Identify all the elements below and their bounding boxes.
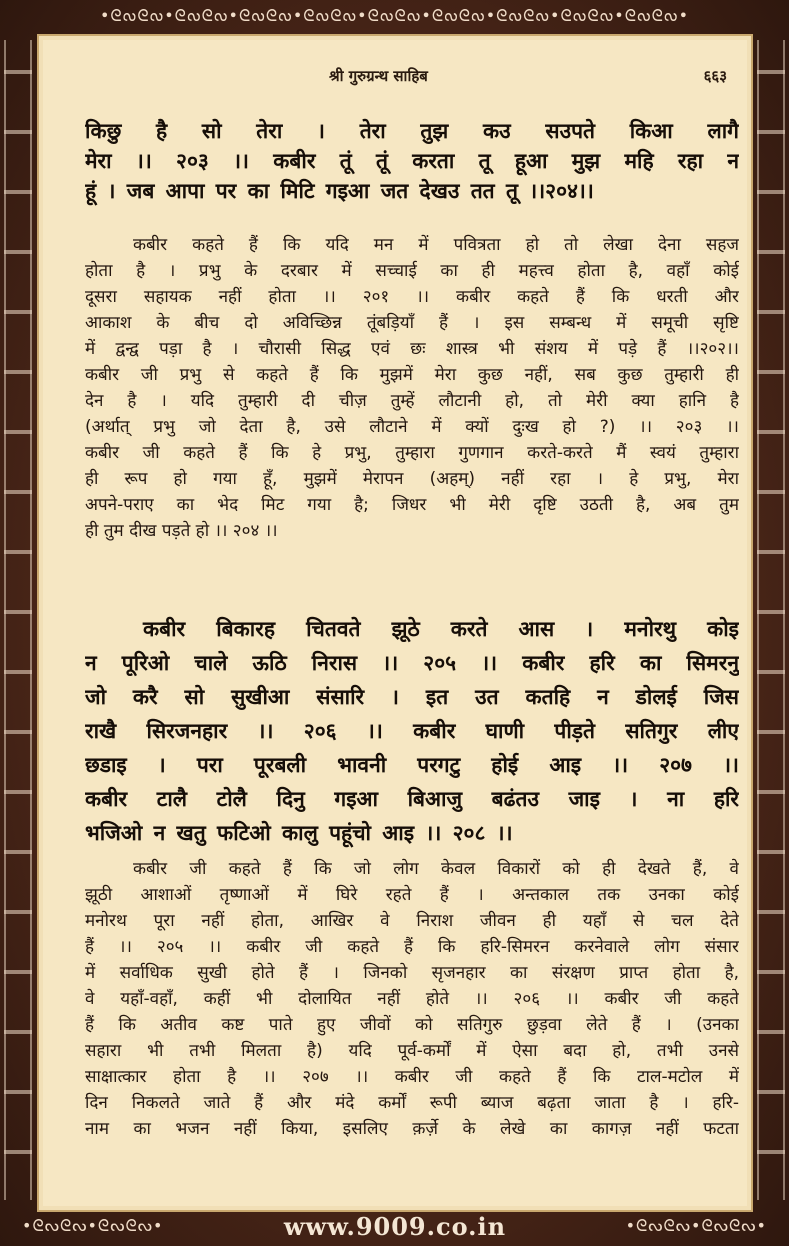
commentary-2 (85, 856, 739, 1142)
commentary-line: देन है । यदि तुम्हारी दी चीज़ तुम्हें लौटानी हो, तो मेरी क्या हानि है (85, 391, 739, 411)
verse-line: न पूरिओ चाले ऊठि निरास ।। २०५ ।। कबीर हरि का सिमरनु (85, 651, 739, 675)
verse-line: भजिओ न खतु फटिओ कालु पहूंचो आइ ।। २०८ ।। (85, 821, 513, 845)
commentary-line: दूसरा सहायक नहीं होता ।। २०१ ।। कबीर कहते हैं कि धरती और (85, 287, 739, 307)
verse-line: कबीर बिकारह चितवते झूठे करते आस । मनोरथु कोइ (143, 617, 739, 641)
footer-ornament-left: •ᘓᔓᘓᔓ•ᘓᔓᘓᔓ• (22, 1216, 164, 1235)
commentary-line: अपने-पराए का भेद मिट गया है; जिधर भी मेरी दृष्टि उठती है, अब तुम (85, 495, 739, 515)
page-header (39, 66, 755, 92)
right-border-ornament (757, 40, 785, 1200)
top-border-ornament: •ᘓᔓᘓᔓ•ᘓᔓᘓᔓ•ᘓᔓᘓᔓ•ᘓᔓᘓᔓ•ᘓᔓᘓᔓ•ᘓᔓᘓᔓ•ᘓᔓᘓᔓ•ᘓᔓᘓᔓ•ᘓᔓᘓᔓ• (99, 6, 690, 25)
verse-line: मेरा ।। २०३ ।। कबीर तूं तूं करता तू हूआ मुझ महि रहा न (85, 149, 739, 173)
gurbani-verses-2 (85, 612, 739, 850)
commentary-line: कबीर जी कहते हैं कि हे प्रभु, तुम्हारा गुणगान करते-करते मैं स्वयं तुम्हारा (85, 443, 739, 463)
page-title: श्री गुरुग्रन्थ साहिब (329, 67, 428, 85)
verse-line: छडाइ । परा पूरबली भावनी परगटु होई आइ ।। २०७ ।। (85, 753, 739, 777)
commentary-line: (अर्थात् प्रभु जो देता है, उसे लौटाने में क्यों दुःख हो ?) ।। २०३ ।। (85, 417, 739, 437)
commentary-line: नाम का भजन नहीं किया, इसलिए क़र्ज़े के लेखे का कागज़ नहीं फटता (85, 1119, 739, 1139)
verse-line: हूं । जब आपा पर का मिटि गइआ जत देखउ तत तू ।।२०४।। (85, 179, 594, 203)
commentary-line: हैं कि अतीव कष्ट पाते हुए जीवों को सतिगुरु छुड़वा लेते हैं । (उनका (85, 1015, 739, 1035)
commentary-line: कबीर कहते हैं कि यदि मन में पवित्रता हो तो लेखा देना सहज (133, 235, 739, 255)
commentary-line: मनोरथ पूरा नहीं होता, आखिर वे निराश जीवन ही यहाँ से चल देते (85, 911, 739, 931)
commentary-line: साक्षात्कार होता है ।। २०७ ।। कबीर जी कहते हैं कि टाल-मटोल में (85, 1067, 739, 1087)
website-link[interactable]: www.9009.co.in (283, 1212, 507, 1241)
commentary-line: कबीर जी प्रभु से कहते हैं कि मुझमें मेरा कुछ नहीं, सब कुछ तुम्हारी ही (85, 365, 739, 385)
commentary-line: वे यहाँ-वहाँ, कहीं भी दोलायित नहीं होते ।। २०६ ।। कबीर जी कहते (85, 989, 739, 1009)
scripture-page (37, 34, 753, 1212)
footer-ornament-right: •ᘓᔓᘓᔓ•ᘓᔓᘓᔓ• (625, 1216, 767, 1235)
commentary-line: सहारा भी तभी मिलता है) यदि पूर्व-कर्मों में ऐसा बदा हो, तभी उनसे (85, 1041, 739, 1061)
commentary-line: होता है । प्रभु के दरबार में सच्चाई का ही महत्त्व होता है, वहाँ कोई (85, 261, 739, 281)
commentary-1 (85, 232, 739, 544)
verse-line: किछु है सो तेरा । तेरा तुझ कउ सउपते किआ लागै (85, 119, 739, 143)
verse-line: जो करै सो सुखीआ संसारि । इत उत कतहि न डोलई जिस (85, 685, 739, 709)
commentary-line: आकाश के बीच दो अविच्छिन्न तूंबड़ियाँ हैं । इस सम्बन्ध में समूची सृष्टि (85, 313, 739, 333)
page-number: ६६३ (703, 67, 727, 85)
commentary-line: में द्वन्द्व पड़ा है । चौरासी सिद्ध एवं छः शास्त्र भी संशय में पड़े हैं ।।२०२।। (85, 339, 739, 359)
commentary-line: कबीर जी कहते हैं कि जो लोग केवल विकारों को ही देखते हैं, वे (133, 859, 739, 879)
left-border-ornament (4, 40, 32, 1200)
commentary-line: दिन निकलते जाते हैं और मंदे कर्मों रूपी ब्याज बढ़ता जाता है । हरि- (85, 1093, 739, 1113)
commentary-line: ही रूप हो गया हूँ, मुझमें मेरापन (अहम्) नहीं रहा । हे प्रभु, मेरा (85, 469, 739, 489)
commentary-line: ही तुम दीख पड़ते हो ।। २०४ ।। (85, 521, 278, 541)
gurbani-verses-1 (85, 116, 739, 206)
footer-bar (0, 1210, 789, 1246)
commentary-line: में सर्वाधिक सुखी होते हैं । जिनको सृजनहार का संरक्षण प्राप्त होता है, (85, 963, 739, 983)
verse-line: कबीर टालै टोलै दिनु गइआ बिआजु बढंतउ जाइ । ना हरि (85, 787, 739, 811)
commentary-line: झूठी आशाओं तृष्णाओं में घिरे रहते हैं । अन्तकाल तक उनका कोई (85, 885, 739, 905)
verse-line: राखै सिरजनहार ।। २०६ ।। कबीर घाणी पीड़ते सतिगुर लीए (85, 719, 739, 743)
commentary-line: हैं ।। २०५ ।। कबीर जी कहते हैं कि हरि-सिमरन करनेवाले लोग संसार (85, 937, 739, 957)
